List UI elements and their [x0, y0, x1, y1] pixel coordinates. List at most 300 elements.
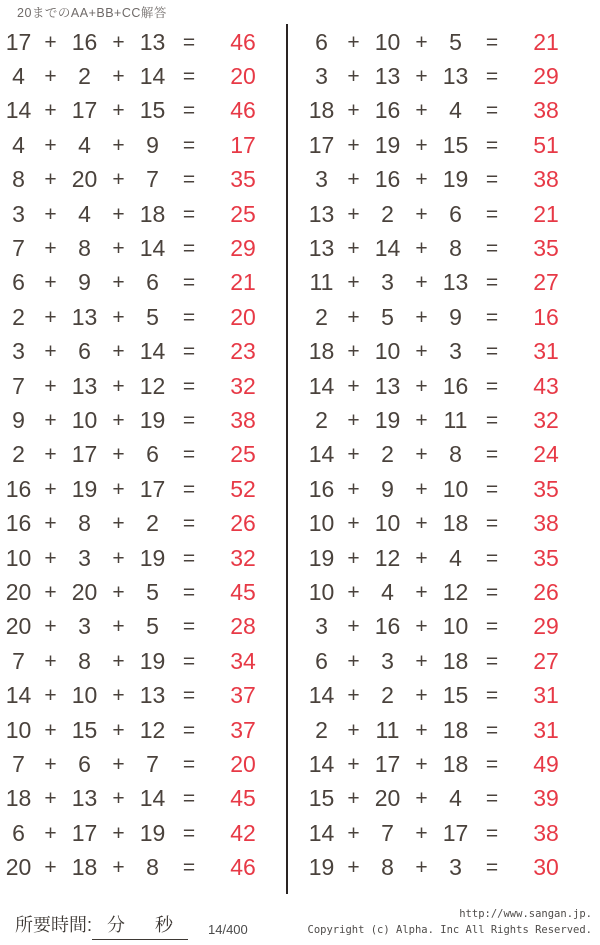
- page-indicator: 14/400: [208, 922, 248, 937]
- operand-a: 13: [308, 200, 335, 227]
- equals-sign: =: [182, 546, 196, 570]
- equation-row: [2, 610, 280, 644]
- operand-c: 10: [442, 613, 469, 640]
- plus-sign: +: [44, 30, 57, 54]
- answer-value: 32: [230, 544, 256, 571]
- equals-sign: =: [485, 684, 499, 708]
- plus-sign: +: [44, 305, 57, 329]
- answer-value: 38: [230, 406, 256, 433]
- answer-value: 32: [533, 406, 559, 433]
- equation-row: [305, 300, 583, 334]
- plus-sign: +: [347, 65, 360, 89]
- time-taken-label: 所要時間:: [15, 915, 93, 935]
- plus-sign: +: [415, 787, 428, 811]
- answer-value: 16: [533, 303, 559, 330]
- operand-a: 19: [308, 854, 335, 881]
- operand-a: 14: [308, 372, 335, 399]
- equals-sign: =: [182, 821, 196, 845]
- plus-sign: +: [415, 580, 428, 604]
- answer-value: 37: [230, 682, 256, 709]
- equation-row: [2, 335, 280, 369]
- operand-c: 8: [146, 854, 159, 881]
- plus-sign: +: [112, 512, 125, 536]
- operand-a: 2: [12, 303, 25, 330]
- operand-b: 13: [71, 785, 98, 812]
- plus-sign: +: [347, 546, 360, 570]
- plus-sign: +: [415, 512, 428, 536]
- operand-c: 13: [442, 269, 469, 296]
- operand-a: 14: [308, 682, 335, 709]
- answer-value: 20: [230, 63, 256, 90]
- plus-sign: +: [347, 168, 360, 192]
- footer: [0, 903, 600, 945]
- operand-a: 2: [315, 406, 328, 433]
- operand-a: 14: [5, 682, 32, 709]
- equation-row: [2, 782, 280, 816]
- answer-value: 20: [230, 750, 256, 777]
- operand-c: 3: [449, 338, 462, 365]
- plus-sign: +: [347, 99, 360, 123]
- operand-b: 14: [374, 235, 401, 262]
- operand-b: 15: [71, 716, 98, 743]
- operand-b: 6: [78, 750, 91, 777]
- operand-c: 18: [442, 647, 469, 674]
- plus-sign: +: [415, 305, 428, 329]
- answer-value: 35: [230, 166, 256, 193]
- credits: [308, 906, 592, 939]
- equals-sign: =: [485, 615, 499, 639]
- operand-c: 18: [442, 510, 469, 537]
- operand-b: 8: [78, 647, 91, 674]
- answer-value: 38: [533, 97, 559, 124]
- plus-sign: +: [44, 65, 57, 89]
- operand-c: 10: [442, 475, 469, 502]
- equals-sign: =: [182, 237, 196, 261]
- operand-a: 18: [5, 785, 32, 812]
- equals-sign: =: [182, 99, 196, 123]
- equals-sign: =: [182, 30, 196, 54]
- answer-value: 23: [230, 338, 256, 365]
- operand-b: 3: [78, 544, 91, 571]
- operand-b: 13: [374, 372, 401, 399]
- equals-sign: =: [182, 615, 196, 639]
- equals-sign: =: [182, 718, 196, 742]
- answer-value: 43: [533, 372, 559, 399]
- operand-c: 2: [146, 510, 159, 537]
- operand-a: 19: [308, 544, 335, 571]
- equation-row: [305, 541, 583, 575]
- plus-sign: +: [112, 305, 125, 329]
- answer-value: 46: [230, 28, 256, 55]
- operand-a: 11: [309, 269, 334, 296]
- plus-sign: +: [112, 615, 125, 639]
- operand-b: 4: [78, 200, 91, 227]
- operand-a: 10: [308, 578, 335, 605]
- answer-value: 24: [533, 441, 559, 468]
- operand-c: 19: [442, 166, 469, 193]
- operand-c: 13: [139, 28, 166, 55]
- equation-row: [305, 94, 583, 128]
- operand-c: 19: [139, 819, 166, 846]
- operand-a: 14: [308, 750, 335, 777]
- operand-c: 9: [146, 131, 159, 158]
- plus-sign: +: [347, 580, 360, 604]
- plus-sign: +: [112, 237, 125, 261]
- plus-sign: +: [415, 133, 428, 157]
- operand-a: 3: [315, 166, 328, 193]
- equation-row: [305, 128, 583, 162]
- answer-value: 49: [533, 750, 559, 777]
- operand-a: 6: [315, 647, 328, 674]
- operand-a: 3: [12, 200, 25, 227]
- equation-row: [305, 610, 583, 644]
- operand-a: 14: [5, 97, 32, 124]
- equals-sign: =: [182, 305, 196, 329]
- operand-c: 14: [139, 235, 166, 262]
- operand-c: 13: [139, 682, 166, 709]
- plus-sign: +: [415, 168, 428, 192]
- operand-c: 12: [139, 372, 166, 399]
- plus-sign: +: [44, 374, 57, 398]
- time-blank-line: [92, 911, 188, 940]
- plus-sign: +: [44, 512, 57, 536]
- equation-row: [305, 644, 583, 678]
- plus-sign: +: [112, 202, 125, 226]
- plus-sign: +: [44, 237, 57, 261]
- operand-c: 13: [442, 63, 469, 90]
- equals-sign: =: [182, 512, 196, 536]
- plus-sign: +: [112, 546, 125, 570]
- operand-b: 8: [78, 235, 91, 262]
- operand-a: 20: [5, 854, 32, 881]
- equation-row: [2, 438, 280, 472]
- plus-sign: +: [415, 649, 428, 673]
- plus-sign: +: [347, 202, 360, 226]
- answer-value: 39: [533, 785, 559, 812]
- plus-sign: +: [415, 202, 428, 226]
- equals-sign: =: [182, 202, 196, 226]
- problems-column-right: [305, 25, 583, 885]
- plus-sign: +: [347, 477, 360, 501]
- operand-b: 10: [374, 28, 401, 55]
- answer-value: 25: [230, 200, 256, 227]
- equation-row: [305, 59, 583, 93]
- plus-sign: +: [415, 340, 428, 364]
- operand-b: 2: [78, 63, 91, 90]
- plus-sign: +: [347, 305, 360, 329]
- plus-sign: +: [112, 856, 125, 880]
- answer-value: 29: [533, 613, 559, 640]
- plus-sign: +: [112, 30, 125, 54]
- equals-sign: =: [485, 718, 499, 742]
- plus-sign: +: [415, 615, 428, 639]
- equation-row: [305, 369, 583, 403]
- answer-value: 29: [533, 63, 559, 90]
- answer-value: 25: [230, 441, 256, 468]
- equals-sign: =: [485, 237, 499, 261]
- equals-sign: =: [182, 133, 196, 157]
- operand-b: 10: [71, 406, 98, 433]
- answer-value: 21: [533, 200, 559, 227]
- operand-c: 5: [146, 613, 159, 640]
- operand-a: 9: [12, 406, 25, 433]
- equals-sign: =: [182, 408, 196, 432]
- equals-sign: =: [485, 512, 499, 536]
- plus-sign: +: [415, 684, 428, 708]
- operand-c: 8: [449, 441, 462, 468]
- operand-b: 13: [71, 303, 98, 330]
- plus-sign: +: [415, 271, 428, 295]
- equals-sign: =: [485, 752, 499, 776]
- equals-sign: =: [485, 787, 499, 811]
- plus-sign: +: [347, 30, 360, 54]
- equation-row: [2, 197, 280, 231]
- answer-value: 38: [533, 166, 559, 193]
- operand-a: 2: [315, 716, 328, 743]
- plus-sign: +: [112, 684, 125, 708]
- operand-a: 10: [5, 716, 32, 743]
- plus-sign: +: [44, 615, 57, 639]
- operand-b: 3: [381, 647, 394, 674]
- equation-row: [2, 59, 280, 93]
- equals-sign: =: [485, 408, 499, 432]
- operand-a: 3: [315, 613, 328, 640]
- operand-a: 8: [12, 166, 25, 193]
- equation-row: [2, 644, 280, 678]
- problems-column-left: [2, 25, 280, 885]
- operand-b: 20: [71, 578, 98, 605]
- equation-row: [2, 472, 280, 506]
- plus-sign: +: [112, 374, 125, 398]
- equals-sign: =: [485, 65, 499, 89]
- equals-sign: =: [485, 271, 499, 295]
- plus-sign: +: [44, 821, 57, 845]
- equation-row: [2, 678, 280, 712]
- operand-c: 7: [146, 750, 159, 777]
- answer-value: 37: [230, 716, 256, 743]
- plus-sign: +: [347, 271, 360, 295]
- equation-row: [305, 266, 583, 300]
- answer-value: 35: [533, 475, 559, 502]
- operand-b: 4: [381, 578, 394, 605]
- equals-sign: =: [485, 856, 499, 880]
- operand-c: 3: [449, 854, 462, 881]
- plus-sign: +: [347, 615, 360, 639]
- operand-b: 17: [71, 97, 98, 124]
- operand-b: 17: [71, 819, 98, 846]
- equals-sign: =: [485, 340, 499, 364]
- operand-a: 18: [308, 338, 335, 365]
- answer-value: 42: [230, 819, 256, 846]
- equation-row: [305, 575, 583, 609]
- answer-value: 31: [533, 338, 559, 365]
- operand-b: 16: [374, 613, 401, 640]
- equals-sign: =: [182, 649, 196, 673]
- operand-b: 20: [71, 166, 98, 193]
- operand-c: 7: [146, 166, 159, 193]
- equation-row: [2, 403, 280, 437]
- equals-sign: =: [182, 374, 196, 398]
- operand-c: 18: [442, 750, 469, 777]
- operand-c: 6: [449, 200, 462, 227]
- answer-value: 51: [533, 131, 559, 158]
- answer-value: 46: [230, 97, 256, 124]
- equation-row: [305, 506, 583, 540]
- plus-sign: +: [415, 477, 428, 501]
- equals-sign: =: [182, 684, 196, 708]
- answer-value: 35: [533, 544, 559, 571]
- equation-row: [2, 506, 280, 540]
- plus-sign: +: [347, 649, 360, 673]
- equals-sign: =: [485, 477, 499, 501]
- operand-c: 4: [449, 544, 462, 571]
- operand-b: 2: [381, 682, 394, 709]
- equation-row: [2, 713, 280, 747]
- equation-row: [305, 438, 583, 472]
- operand-c: 5: [146, 578, 159, 605]
- answer-value: 45: [230, 785, 256, 812]
- equals-sign: =: [182, 856, 196, 880]
- operand-a: 4: [12, 63, 25, 90]
- operand-a: 16: [5, 510, 32, 537]
- operand-a: 6: [12, 269, 25, 296]
- equation-row: [305, 403, 583, 437]
- seconds-label: 秒: [155, 915, 174, 935]
- equation-row: [305, 335, 583, 369]
- operand-b: 19: [71, 475, 98, 502]
- operand-b: 16: [374, 166, 401, 193]
- answer-value: 30: [533, 854, 559, 881]
- plus-sign: +: [44, 133, 57, 157]
- plus-sign: +: [415, 546, 428, 570]
- plus-sign: +: [415, 752, 428, 776]
- plus-sign: +: [112, 168, 125, 192]
- plus-sign: +: [112, 99, 125, 123]
- plus-sign: +: [44, 856, 57, 880]
- answer-value: 21: [533, 28, 559, 55]
- website-url: http://www.sangan.jp.: [459, 908, 592, 920]
- operand-c: 15: [139, 97, 166, 124]
- operand-a: 16: [5, 475, 32, 502]
- plus-sign: +: [44, 649, 57, 673]
- answer-value: 32: [230, 372, 256, 399]
- plus-sign: +: [44, 340, 57, 364]
- equals-sign: =: [485, 99, 499, 123]
- equation-row: [305, 231, 583, 265]
- plus-sign: +: [415, 374, 428, 398]
- operand-b: 13: [374, 63, 401, 90]
- operand-c: 16: [442, 372, 469, 399]
- equals-sign: =: [485, 546, 499, 570]
- equation-row: [305, 713, 583, 747]
- time-taken: [15, 911, 188, 940]
- plus-sign: +: [415, 856, 428, 880]
- equation-row: [305, 163, 583, 197]
- plus-sign: +: [415, 443, 428, 467]
- plus-sign: +: [347, 752, 360, 776]
- operand-a: 7: [12, 372, 25, 399]
- operand-c: 17: [139, 475, 166, 502]
- operand-c: 14: [139, 63, 166, 90]
- answer-value: 34: [230, 647, 256, 674]
- plus-sign: +: [347, 443, 360, 467]
- equals-sign: =: [182, 443, 196, 467]
- operand-b: 19: [374, 131, 401, 158]
- equation-row: [2, 816, 280, 850]
- operand-b: 10: [71, 682, 98, 709]
- operand-c: 19: [139, 406, 166, 433]
- page-title: 20までのAA+BB+CC解答: [17, 6, 167, 20]
- equals-sign: =: [182, 787, 196, 811]
- plus-sign: +: [44, 580, 57, 604]
- answer-value: 28: [230, 613, 256, 640]
- equation-row: [2, 541, 280, 575]
- operand-c: 19: [139, 544, 166, 571]
- equation-row: [2, 850, 280, 884]
- plus-sign: +: [112, 787, 125, 811]
- operand-c: 12: [442, 578, 469, 605]
- operand-a: 10: [5, 544, 32, 571]
- operand-b: 8: [381, 854, 394, 881]
- operand-b: 16: [374, 97, 401, 124]
- answer-value: 38: [533, 819, 559, 846]
- operand-c: 19: [139, 647, 166, 674]
- operand-a: 3: [315, 63, 328, 90]
- operand-b: 13: [71, 372, 98, 399]
- operand-b: 3: [78, 613, 91, 640]
- plus-sign: +: [347, 718, 360, 742]
- equals-sign: =: [182, 477, 196, 501]
- plus-sign: +: [44, 271, 57, 295]
- equation-row: [2, 25, 280, 59]
- operand-a: 2: [315, 303, 328, 330]
- equation-row: [305, 747, 583, 781]
- operand-a: 17: [5, 28, 32, 55]
- answer-value: 52: [230, 475, 256, 502]
- answer-value: 38: [533, 510, 559, 537]
- operand-b: 6: [78, 338, 91, 365]
- answer-value: 27: [533, 647, 559, 674]
- equation-row: [2, 369, 280, 403]
- equation-row: [305, 782, 583, 816]
- operand-b: 19: [374, 406, 401, 433]
- answer-value: 29: [230, 235, 256, 262]
- plus-sign: +: [415, 65, 428, 89]
- operand-b: 10: [374, 510, 401, 537]
- plus-sign: +: [112, 133, 125, 157]
- equals-sign: =: [485, 202, 499, 226]
- equals-sign: =: [182, 271, 196, 295]
- operand-a: 14: [308, 819, 335, 846]
- answer-value: 26: [533, 578, 559, 605]
- operand-b: 2: [381, 200, 394, 227]
- operand-c: 4: [449, 97, 462, 124]
- operand-b: 17: [71, 441, 98, 468]
- plus-sign: +: [347, 133, 360, 157]
- operand-c: 5: [449, 28, 462, 55]
- answer-value: 20: [230, 303, 256, 330]
- plus-sign: +: [415, 408, 428, 432]
- plus-sign: +: [112, 821, 125, 845]
- plus-sign: +: [112, 718, 125, 742]
- equation-row: [2, 300, 280, 334]
- equation-row: [305, 816, 583, 850]
- equals-sign: =: [485, 374, 499, 398]
- equals-sign: =: [485, 133, 499, 157]
- plus-sign: +: [112, 408, 125, 432]
- plus-sign: +: [347, 237, 360, 261]
- operand-b: 3: [381, 269, 394, 296]
